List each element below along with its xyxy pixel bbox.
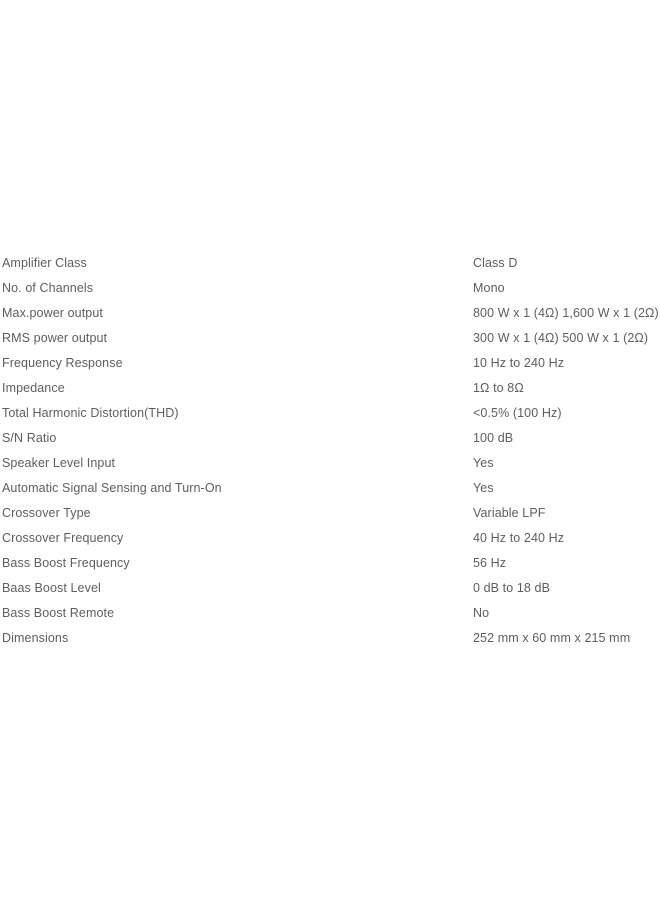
spec-label: Impedance (2, 381, 65, 395)
spec-label: No. of Channels (2, 281, 94, 295)
spec-label: S/N Ratio (2, 431, 57, 445)
spec-row-speaker-level-input (0, 451, 660, 476)
spec-row-bass-boost-remote (0, 601, 660, 626)
spec-row-max-power (0, 301, 660, 326)
spec-label: RMS power output (2, 331, 108, 345)
spec-label: Baas Boost Level (2, 581, 101, 595)
spec-row-frequency-response (0, 351, 660, 376)
spec-value: 100 dB (473, 431, 514, 445)
spec-value: 56 Hz (473, 556, 507, 570)
spec-row-sn-ratio (0, 426, 660, 451)
spec-value: 252 mm x 60 mm x 215 mm (473, 631, 631, 645)
spec-label: Frequency Response (2, 356, 123, 370)
spec-value: Variable LPF (473, 506, 546, 520)
spec-row-bass-boost-frequency (0, 551, 660, 576)
spec-label: Dimensions (2, 631, 69, 645)
spec-row-bass-boost-level (0, 576, 660, 601)
spec-label: Crossover Frequency (2, 531, 124, 545)
spec-value: Yes (473, 456, 494, 470)
spec-row-impedance (0, 376, 660, 401)
spec-row-channels (0, 276, 660, 301)
spec-table (0, 251, 660, 651)
spec-value: <0.5% (100 Hz) (473, 406, 562, 420)
spec-row-crossover-frequency (0, 526, 660, 551)
spec-value: Class D (473, 256, 518, 270)
spec-value: 300 W x 1 (4Ω) 500 W x 1 (2Ω) (473, 331, 649, 345)
spec-label: Speaker Level Input (2, 456, 116, 470)
spec-row-thd (0, 401, 660, 426)
spec-value: 10 Hz to 240 Hz (473, 356, 565, 370)
spec-label: Total Harmonic Distortion(THD) (2, 406, 179, 420)
spec-row-dimensions (0, 626, 660, 651)
spec-value: No (473, 606, 490, 620)
spec-label: Bass Boost Frequency (2, 556, 130, 570)
spec-value: Yes (473, 481, 494, 495)
spec-label: Amplifier Class (2, 256, 87, 270)
spec-value: 0 dB to 18 dB (473, 581, 551, 595)
spec-label: Bass Boost Remote (2, 606, 115, 620)
spec-row-crossover-type (0, 501, 660, 526)
spec-label: Automatic Signal Sensing and Turn-On (2, 481, 222, 495)
spec-row-rms-power (0, 326, 660, 351)
spec-value: 40 Hz to 240 Hz (473, 531, 565, 545)
spec-value: 1Ω to 8Ω (473, 381, 524, 395)
spec-row-amplifier-class (0, 251, 660, 276)
spec-value: 800 W x 1 (4Ω) 1,600 W x 1 (2Ω) (473, 306, 659, 320)
spec-label: Crossover Type (2, 506, 91, 520)
spec-label: Max.power output (2, 306, 103, 320)
spec-row-auto-signal-sensing (0, 476, 660, 501)
spec-value: Mono (473, 281, 505, 295)
